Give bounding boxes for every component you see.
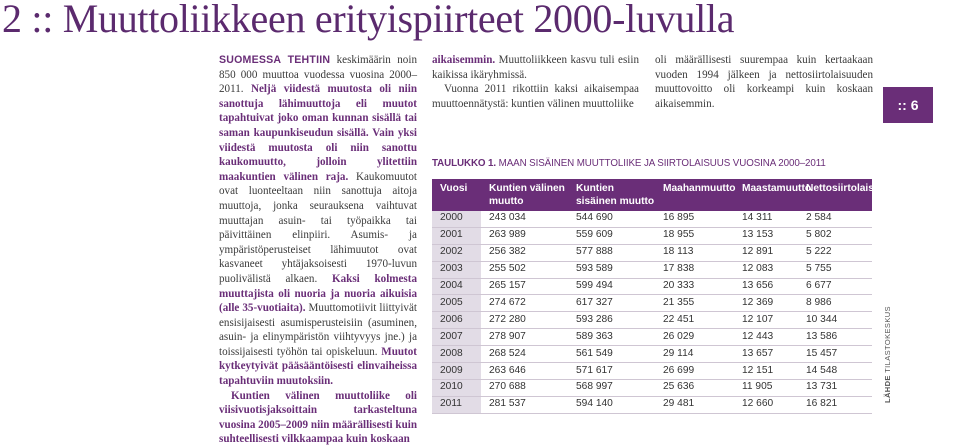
- table-cell: 18 955: [655, 227, 734, 244]
- table-cell: 5 755: [798, 261, 872, 278]
- header-year: Vuosi: [432, 179, 481, 211]
- table-row: [432, 379, 872, 396]
- header-intramunicipal: Kuntien sisäinen muutto: [568, 179, 655, 211]
- table-cell-year: 2010: [432, 379, 481, 396]
- table-cell: 12 443: [734, 329, 798, 346]
- table-cell: 21 355: [655, 295, 734, 312]
- table-cell: 16 821: [798, 396, 872, 413]
- table-cell: 255 502: [481, 261, 568, 278]
- header-immigration: Maahanmuutto: [655, 179, 734, 211]
- table-cell: 12 151: [734, 363, 798, 380]
- text-column-2: [432, 53, 639, 111]
- table-row: [432, 396, 872, 413]
- table-cell: 278 907: [481, 329, 568, 346]
- table-cell: 13 731: [798, 379, 872, 396]
- table-cell-year: 2005: [432, 295, 481, 312]
- table-cell-year: 2003: [432, 261, 481, 278]
- paragraph: [655, 53, 873, 111]
- highlight-text: Kuntien välinen muuttoliike oli viisivuotisjaksoittain tarkasteltuna vuosina 2005–2009 niin määrällisesti kuin suhteellisesti vilkkaampaa kuin koskaan: [219, 389, 417, 446]
- table-row: [432, 227, 872, 244]
- table-cell: 12 369: [734, 295, 798, 312]
- highlight-text: Kaksi kolmesta muuttajista oli nuoria ja nuoria aikuisia (alle 35-vuotiaita).: [219, 272, 417, 315]
- table-cell: 265 157: [481, 278, 568, 295]
- table-cell: 599 494: [568, 278, 655, 295]
- highlight-text: Neljä viidestä muutosta oli niin sanottuja lähimuuttoja eli muutot tapahtuivat joko oman kunnan sisällä tai saman kaupunkiseudun sisällä. Vain yksi viidestä muutosta oli niin sanottu kaukomuutto, jolloin ylitettiin maakuntien välinen raja.: [219, 83, 417, 183]
- table-cell: 14 548: [798, 363, 872, 380]
- table-cell: 2 584: [798, 211, 872, 227]
- table-cell: 13 153: [734, 227, 798, 244]
- table-cell: 26 699: [655, 363, 734, 380]
- table-cell-year: 2008: [432, 346, 481, 363]
- table-cell: 568 997: [568, 379, 655, 396]
- source-label: LÄHDE: [883, 375, 892, 403]
- body-text: Muuttoliikkeen kasvu tuli esiin kaikissa ikäryhmissä.: [432, 54, 639, 81]
- body-text: keskimäärin noin 850 000 muuttoa vuodessa vuosina 2000–2011.: [219, 54, 417, 96]
- table-cell-year: 2002: [432, 244, 481, 261]
- table-cell: 274 672: [481, 295, 568, 312]
- table-cell: 20 333: [655, 278, 734, 295]
- table-cell: 25 636: [655, 379, 734, 396]
- table-cell: 281 537: [481, 396, 568, 413]
- table-cell: 12 660: [734, 396, 798, 413]
- table-row: [432, 244, 872, 261]
- table-cell: 18 113: [655, 244, 734, 261]
- table-cell: 270 688: [481, 379, 568, 396]
- table-cell: 13 657: [734, 346, 798, 363]
- table-cell: 12 083: [734, 261, 798, 278]
- table-cell: 593 286: [568, 312, 655, 329]
- text-column-1: [219, 53, 417, 447]
- highlight-text: Muutot kytkeytyivät pääsääntöisesti elinvaiheissa tapahtuviin muutoksiin.: [219, 345, 417, 388]
- table-cell-year: 2001: [432, 227, 481, 244]
- table-cell: 14 311: [734, 211, 798, 227]
- table-cell-year: 2000: [432, 211, 481, 227]
- table-row: [432, 346, 872, 363]
- table-header-row: [432, 179, 872, 211]
- table-cell: 29 114: [655, 346, 734, 363]
- table-cell: 16 895: [655, 211, 734, 227]
- table-cell-year: 2011: [432, 396, 481, 413]
- paragraph: [219, 53, 417, 389]
- table-cell: 594 140: [568, 396, 655, 413]
- table-row: [432, 261, 872, 278]
- table-cell: 29 481: [655, 396, 734, 413]
- table-cell: 11 905: [734, 379, 798, 396]
- table-cell: 268 524: [481, 346, 568, 363]
- lead-in: SUOMESSA TEHTIIN: [219, 54, 331, 66]
- table-cell: 26 029: [655, 329, 734, 346]
- body-text: Muuttomotiivit liittyivät ensisijaisesti asumisperusteisiin (asuminen, asuin- ja elinympäristön viihtyvyys jne.) ja toissijaisesti työhön tai opiskeluun.: [219, 302, 417, 358]
- table-cell: 5 222: [798, 244, 872, 261]
- table-cell: 561 549: [568, 346, 655, 363]
- highlight-text: aikaisemmin.: [432, 54, 496, 66]
- table-cell: 10 344: [798, 312, 872, 329]
- table-row: [432, 278, 872, 295]
- header-intermunicipal: Kuntien välinen muutto: [481, 179, 568, 211]
- table-caption-text: MAAN SISÄINEN MUUTTOLIIKE JA SIIRTOLAISUUS VUOSINA 2000–2011: [496, 158, 826, 169]
- table-cell: 571 617: [568, 363, 655, 380]
- body-text: Vuonna 2011 rikottiin kaksi aikaisempaa muuttoennätystä: kuntien välinen muuttoliike: [432, 83, 639, 110]
- table-cell: 263 989: [481, 227, 568, 244]
- body-text: oli määrällisesti suurempaa kuin kertaakaan vuoden 1994 jälkeen ja nettosiirtolaisuuden muuttovoitto oli korkeampi kuin koskaan aikaisemmin.: [655, 54, 873, 110]
- page-title: 2 :: Muuttoliikkeen erityispiirteet 2000-luvulla: [2, 0, 735, 41]
- chapter-badge: :: 6: [883, 87, 933, 123]
- table-cell-year: 2007: [432, 329, 481, 346]
- table-row: [432, 363, 872, 380]
- table-cell: 17 838: [655, 261, 734, 278]
- source-note: [883, 306, 895, 403]
- table-cell-year: 2004: [432, 278, 481, 295]
- table-caption: [432, 158, 872, 169]
- paragraph: [219, 389, 417, 447]
- table-body: [432, 211, 872, 413]
- table-cell-year: 2006: [432, 312, 481, 329]
- table-cell: 544 690: [568, 211, 655, 227]
- table-cell: 13 586: [798, 329, 872, 346]
- table-row: [432, 312, 872, 329]
- table-cell: 593 589: [568, 261, 655, 278]
- table-cell: 12 891: [734, 244, 798, 261]
- header-emigration: Maastamuutto: [734, 179, 798, 211]
- table-cell: 12 107: [734, 312, 798, 329]
- table-cell: 559 609: [568, 227, 655, 244]
- header-net-migration: Nettosiirtolaisuus: [798, 179, 872, 211]
- source-text: TILASTOKESKUS: [883, 306, 892, 376]
- paragraph: [432, 53, 639, 82]
- table-cell: 243 034: [481, 211, 568, 227]
- table-row: [432, 295, 872, 312]
- table-row: [432, 211, 872, 227]
- table-cell: 15 457: [798, 346, 872, 363]
- text-column-3: [655, 53, 873, 111]
- body-text: Kaukomuutot ovat luonteeltaan niin sanottuja aitoja muuttoja, jonka seurauksena vaihtuvat muuttajan asuin- tai työpaikka tai päivittäinen elinpiiri. Asumis- ja ympäristöperusteiset lähimuutot ovat kasvaneet yhtäjaksoisesti 1970-luvun puolivälistä alkaen.: [219, 170, 417, 285]
- table-cell: 13 656: [734, 278, 798, 295]
- table-caption-label: TAULUKKO 1.: [432, 158, 497, 169]
- table-row: [432, 329, 872, 346]
- table-cell-year: 2009: [432, 363, 481, 380]
- table-cell: 256 382: [481, 244, 568, 261]
- table-cell: 617 327: [568, 295, 655, 312]
- paragraph: [432, 82, 639, 111]
- table-cell: 589 363: [568, 329, 655, 346]
- table-cell: 272 280: [481, 312, 568, 329]
- table-cell: 263 646: [481, 363, 568, 380]
- table-cell: 22 451: [655, 312, 734, 329]
- table-cell: 6 677: [798, 278, 872, 295]
- table-cell: 8 986: [798, 295, 872, 312]
- table-cell: 577 888: [568, 244, 655, 261]
- table-cell: 5 802: [798, 227, 872, 244]
